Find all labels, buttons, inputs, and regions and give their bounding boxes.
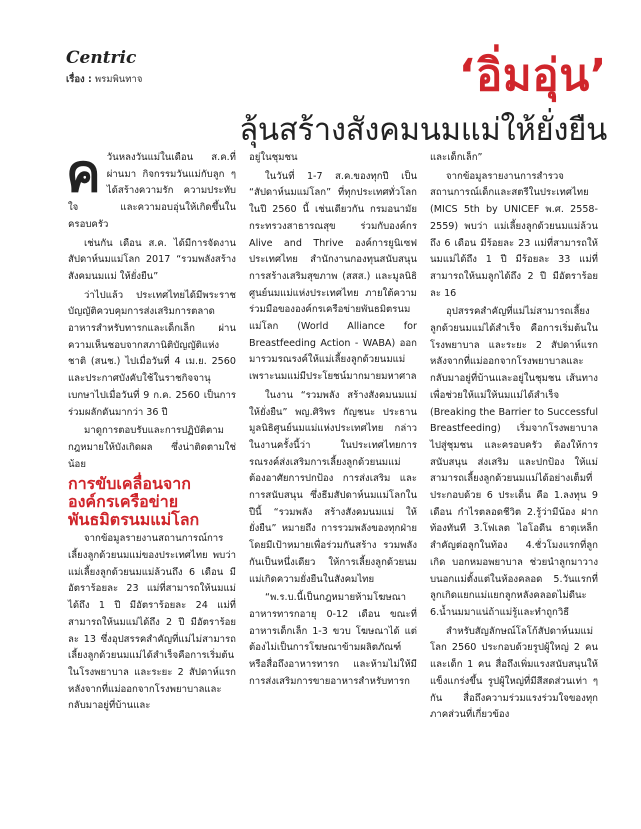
column-3 <box>430 150 598 726</box>
paragraph: จากข้อมูลรายงานสถานการณ์การเลี้ยงลูกด้วยนมแม่ของประเทศไทย พบว่าแม่เลี้ยงลูกด้วยนมแม่ล้วนถึง 6 เดือน มีอัตราร้อยละ 23 แม่ที่สามารถให้นมแม่ได้ถึง 1 ปี มีอัตราร้อยละ 24 แม่ที่สามารถให้นมแม่ได้ถึง 2 ปี มีอัตราร้อยละ 13 ซึ่งอุปสรรคสำคัญที่แม่ไม่สามารถเลี้ยงลูกด้วยนมแม่ได้สำเร็จคือการเริ่มต้นในโรงพยาบาล และระยะ 2 สัปดาห์แรก หลังจากที่แม่ออกจากโรงพยาบาลและกลับมาอยู่ที่บ้านและ <box>68 533 236 712</box>
drop-cap: ค <box>66 144 101 204</box>
paragraph: อุปสรรคสำคัญที่แม่ไม่สามารถเลี้ยงลูกด้วยนมแม่ได้สำเร็จ คือการเริ่มต้นในโรงพยาบาล และระยะ 2 สัปดาห์แรก หลังจากที่แม่ออกจากโรงพยาบาลและกลับมาอยู่ที่บ้านและอยู่ในชุมชน เส้นทางเพื่อช่วยให้แม่ให้นมแม่ได้สำเร็จ (Breaking the Barrier to Successful Breastfeeding) เริ่มจากโรงพยาบาล ไปสู่ชุมชน และครอบครัว ต้องให้การสนับสนุน ส่งเสริม และปกป้อง ให้แม่สามารถเลี้ยงลูกด้วยนมแม่ได้อย่างเต็มที่ ประกอบด้วย 6 ประเด็น คือ 1.ลงทุน 9 เดือน กำไรตลอดชีวิต 2.รู้ว่ามีน้อง ฝากท้องทันที 3.โฟเลต ไอโอดีน ธาตุเหล็ก สำคัญต่อลูกในท้อง 4.ชั่วโมงแรกที่ลูกเกิด บอกหมอพยาบาล ช่วยนำลูกมาวางบนอกแม่ตั้งแต่ในห้องคลอด 5.วันแรกที่ลูกเกิดแยกแม่แยกลูกหลังคลอดไม่ดีนะ 6.น้ำนมมาแน่ถ้าแม่รู้และทำถูกวิธี <box>430 306 598 618</box>
article-subtitle: ลุ้นสร้างสังคมนมแม่ให้ยั่งยืน <box>239 112 607 148</box>
author-label: เรื่อง : <box>66 74 92 85</box>
paragraph: จากข้อมูลรายงานการสำรวจสถานการณ์เด็กและสตรีในประเทศไทย (MICS 5th by UNICEF พ.ศ. 2558-2559) พบว่า แม่เลี้ยงลูกด้วยนมแม่ล้วนถึง 6 เดือน มีร้อยละ 23 แม่ที่สามารถให้นมแม่ได้ถึง 1 ปี มีร้อยละ 33 แม่ที่สามารถให้นมลูกได้ถึง 2 ปี มีอัตราร้อยละ 16 <box>430 170 598 299</box>
paragraph: ว่าไปแล้ว ประเทศไทยได้มีพระราชบัญญัติควบคุมการส่งเสริมการตลาดอาหารสำหรับทารกและเด็กเล็ก ผ่านความเห็นชอบจากสภานิติบัญญัติแห่งชาติ (สนช.) ไปเมื่อวันที่ 4 เม.ย. 2560 และประกาศบังคับใช้ในราชกิจจานุเบกษาไปเมื่อวันที่ 9 ก.ค. 2560 เป็นการร่วมผลักดันมากว่า 36 ปี <box>68 289 236 418</box>
section-label: Centric <box>66 48 137 68</box>
author-name: พรมพินทาจ <box>94 74 143 85</box>
paragraph <box>66 144 236 234</box>
author-line <box>66 72 142 87</box>
column-2 <box>249 150 417 693</box>
subheading: การขับเคลื่อนจากองค์กรเครือข่ายพันธมิตรนมแม่โลก <box>68 474 200 530</box>
paragraph: มาดูการตอบรับและการปฏิบัติตามกฎหมายให้บังเกิดผล ซึ่งน่าติดตามใช่น้อย <box>68 425 236 470</box>
paragraph: “พ.ร.บ.นี้เป็นกฎหมายห้ามโฆษณาอาหารทารกอายุ 0-12 เดือน ขณะที่อาหารเด็กเล็ก 1-3 ขวบ โฆษณาได้ แต่ต้องไม่เป็นการโฆษณาข้ามผลิตภัณฑ์ หรือสื่อถึงอาหารทารก และห้ามไม่ให้มีการส่งเสริมการขายอาหารสำหรับทารก <box>249 592 417 687</box>
paragraph: อยู่ในชุมชน <box>249 152 298 163</box>
paragraph: สำหรับสัญลักษณ์โลโก้สัปดาห์นมแม่โลก 2560 ประกอบด้วยรูปผู้ใหญ่ 2 คน และเด็ก 1 คน สื่อถึงเพิ่มแรงสนับสนุนให้แข็งแกร่งขึ้น รูปผู้ใหญ่ที่มีสีสดส่วนเท่า ๆ กัน สื่อถึงความร่วมแรงร่วมใจของทุกภาคส่วนที่เกี่ยวข้อง <box>430 625 598 721</box>
paragraph-text: วันหลงวันแม่ในเดือน ส.ค.ที่ผ่านมา กิจกรรมวันแม่กับลูก ๆ ได้สร้างความรัก ความประทับใจ และความอบอุ่นให้เกิดขึ้นในครอบครัว <box>68 152 236 230</box>
paragraph: ในวันที่ 1-7 ส.ค.ของทุกปี เป็น “สัปดาห์นมแม่โลก” ที่ทุกประเทศทั่วโลก ในปี 2560 นี้ เช่นเดียวกัน กรมอนามัย กระทรวงสาธารณสุข ร่วมกับองค์กร Alive and Thrive องค์การยูนิเซฟประเทศไทย สำนักงานกองทุนสนับสนุนการสร้างเสริมสุขภาพ (สสส.) และมูลนิธิศูนย์นมแม่แห่งประเทศไทย ภายใต้ความร่วมมือขององค์กรเครือข่ายพันธมิตรนมแม่โลก (World Alliance for Breastfeeding Action - WABA) ออกมารวมรณรงค์ให้แม่เลี้ยงลูกด้วยนมแม่ เพราะนมแม่มีประโยชน์มากมายมหาศาล <box>249 170 417 383</box>
paragraph: และเด็กเล็ก” <box>430 152 483 163</box>
article-title: ‘อิ่มอุ่น’ <box>458 50 607 101</box>
column-1 <box>66 144 236 717</box>
paragraph: ในงาน “รวมพลัง สร้างสังคมนมแม่ ให้ยั่งยืน” พญ.ศิริพร กัญชนะ ประธานมูลนิธิศูนย์นมแม่แห่งประเทศไทย กล่าวในงานครั้งนี้ว่า ในประเทศไทยการรณรงค์ส่งเสริมการเลี้ยงลูกด้วยนมแม่ต้องอาศัยการปกป้อง การส่งเสริม และการสนับสนุน ซึ่งธีมสัปดาห์นมแม่โลกในปีนี้ “รวมพลัง สร้างสังคมนมแม่ ให้ยั่งยืน” หมายถึง การรวมพลังของทุกฝ่าย โดยมีเป้าหมายเพื่อร่วมกันสร้าง รวมพลังกันเป็นหนึ่งเดียว ให้การเลี้ยงลูกด้วยนมแม่เกิดความยั่งยืนในสังคมไทย <box>249 389 417 585</box>
paragraph: เช่นกัน เดือน ส.ค. ได้มีการจัดงานสัปดาห์นมแม่โลก 2017 “รวมพลังสร้างสังคมนมแม่ ให้ยั่งยืน” <box>68 237 236 282</box>
